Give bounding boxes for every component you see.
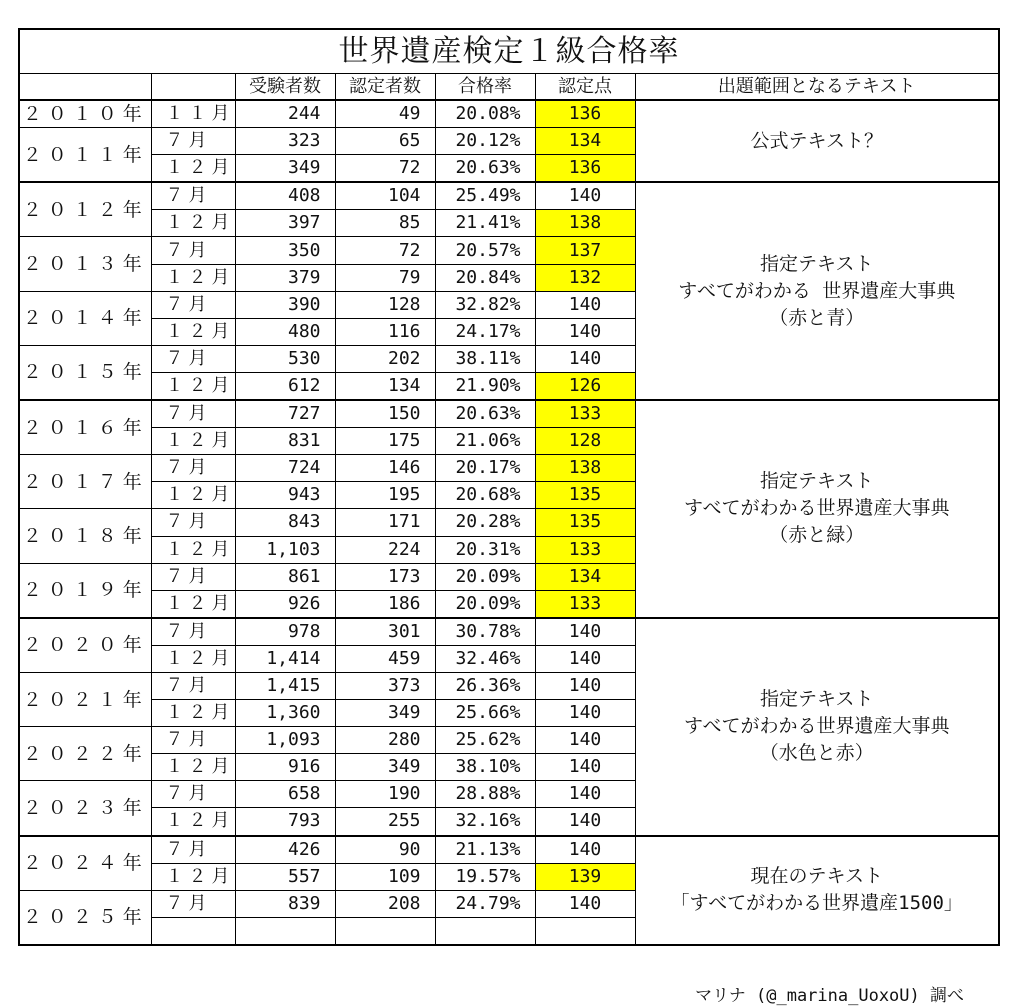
examinees-cell: 926 xyxy=(235,590,335,618)
passing-score-cell: 135 xyxy=(535,482,635,509)
pass-rate-cell: 20.84% xyxy=(435,264,535,291)
examinees-cell xyxy=(235,917,335,945)
month-cell: ７月 xyxy=(151,345,235,372)
header-textbook: 出題範囲となるテキスト xyxy=(635,74,999,101)
pass-rate-cell: 21.06% xyxy=(435,428,535,455)
examinees-cell: 612 xyxy=(235,372,335,400)
certified-cell: 173 xyxy=(335,563,435,590)
year-cell: ２０２５年 xyxy=(19,890,151,945)
certified-cell: 208 xyxy=(335,890,435,917)
passing-score-cell: 128 xyxy=(535,428,635,455)
passing-score-cell: 140 xyxy=(535,645,635,672)
year-cell: ２０２０年 xyxy=(19,618,151,673)
header-year xyxy=(19,74,151,101)
examinees-cell: 350 xyxy=(235,237,335,264)
textbook-cell xyxy=(635,836,999,945)
certified-cell: 171 xyxy=(335,509,435,536)
passing-score-cell: 140 xyxy=(535,890,635,917)
month-cell: ７月 xyxy=(151,237,235,264)
textbook-line: 指定テキスト xyxy=(759,688,874,711)
examinees-cell: 1,414 xyxy=(235,645,335,672)
pass-rate-cell: 26.36% xyxy=(435,672,535,699)
month-cell: １１月 xyxy=(151,100,235,128)
certified-cell: 175 xyxy=(335,428,435,455)
certified-cell: 349 xyxy=(335,754,435,781)
examinees-cell: 1,360 xyxy=(235,700,335,727)
certified-cell: 134 xyxy=(335,372,435,400)
table-title: 世界遺産検定１級合格率 xyxy=(19,29,999,74)
pass-rate-cell: 21.41% xyxy=(435,210,535,237)
month-cell: ７月 xyxy=(151,563,235,590)
pass-rate-cell: 32.16% xyxy=(435,808,535,836)
certified-cell: 373 xyxy=(335,672,435,699)
examinees-cell: 244 xyxy=(235,100,335,128)
certified-cell: 109 xyxy=(335,863,435,890)
examinees-cell: 943 xyxy=(235,482,335,509)
passing-score-cell: 137 xyxy=(535,237,635,264)
examinees-cell: 1,093 xyxy=(235,727,335,754)
passing-score-cell: 136 xyxy=(535,100,635,128)
pass-rate-cell: 38.11% xyxy=(435,345,535,372)
certified-cell: 190 xyxy=(335,781,435,808)
month-cell: １２月 xyxy=(151,318,235,345)
passing-score-cell: 140 xyxy=(535,672,635,699)
year-cell: ２０２４年 xyxy=(19,836,151,891)
pass-rate-cell: 32.82% xyxy=(435,291,535,318)
certified-cell: 301 xyxy=(335,618,435,646)
pass-rate-cell: 20.09% xyxy=(435,590,535,618)
month-cell: ７月 xyxy=(151,672,235,699)
passing-score-cell: 140 xyxy=(535,182,635,210)
textbook-cell xyxy=(635,618,999,836)
certified-cell: 280 xyxy=(335,727,435,754)
header-pass-rate: 合格率 xyxy=(435,74,535,101)
pass-rate-cell: 24.17% xyxy=(435,318,535,345)
month-cell: １２月 xyxy=(151,645,235,672)
certified-cell: 349 xyxy=(335,700,435,727)
passing-score-cell: 140 xyxy=(535,727,635,754)
certified-cell: 150 xyxy=(335,400,435,428)
header-certified: 認定者数 xyxy=(335,74,435,101)
pass-rate-table xyxy=(18,28,1000,946)
textbook-line: （赤と青） xyxy=(769,306,865,329)
textbook-cell xyxy=(635,400,999,618)
month-cell: ７月 xyxy=(151,182,235,210)
month-cell: ７月 xyxy=(151,618,235,646)
certified-cell: 90 xyxy=(335,836,435,864)
certified-cell: 186 xyxy=(335,590,435,618)
table-row xyxy=(19,400,999,428)
certified-cell: 195 xyxy=(335,482,435,509)
month-cell: １２月 xyxy=(151,808,235,836)
certified-cell: 85 xyxy=(335,210,435,237)
year-cell: ２０１２年 xyxy=(19,182,151,237)
month-cell: １２月 xyxy=(151,210,235,237)
pass-rate-cell: 20.68% xyxy=(435,482,535,509)
examinees-cell: 727 xyxy=(235,400,335,428)
header-month xyxy=(151,74,235,101)
month-cell: ７月 xyxy=(151,128,235,155)
table-row xyxy=(19,100,999,128)
passing-score-cell: 138 xyxy=(535,455,635,482)
examinees-cell: 323 xyxy=(235,128,335,155)
pass-rate-cell: 25.66% xyxy=(435,700,535,727)
year-cell: ２０１６年 xyxy=(19,400,151,455)
year-cell: ２０１４年 xyxy=(19,291,151,345)
pass-rate-cell: 19.57% xyxy=(435,863,535,890)
textbook-line: 「すべてがわかる世界遺産1500」 xyxy=(670,892,963,915)
examinees-cell: 390 xyxy=(235,291,335,318)
year-cell: ２０１９年 xyxy=(19,563,151,618)
certified-cell: 128 xyxy=(335,291,435,318)
pass-rate-cell: 20.57% xyxy=(435,237,535,264)
passing-score-cell: 132 xyxy=(535,264,635,291)
passing-score-cell: 140 xyxy=(535,754,635,781)
table-row xyxy=(19,182,999,210)
examinees-cell: 379 xyxy=(235,264,335,291)
certified-cell xyxy=(335,917,435,945)
month-cell: ７月 xyxy=(151,455,235,482)
month-cell: １２月 xyxy=(151,863,235,890)
pass-rate-cell: 20.63% xyxy=(435,155,535,183)
passing-score-cell: 140 xyxy=(535,808,635,836)
pass-rate-cell: 20.31% xyxy=(435,536,535,563)
certified-cell: 79 xyxy=(335,264,435,291)
month-cell: １２月 xyxy=(151,428,235,455)
month-cell: １２月 xyxy=(151,482,235,509)
year-cell: ２０２３年 xyxy=(19,781,151,836)
month-cell: １２月 xyxy=(151,536,235,563)
pass-rate-cell: 38.10% xyxy=(435,754,535,781)
textbook-line: すべてがわかる世界遺産大事典 xyxy=(683,497,950,520)
textbook-cell xyxy=(635,100,999,182)
month-cell: １２月 xyxy=(151,700,235,727)
textbook-line: 現在のテキスト xyxy=(750,865,884,888)
certified-cell: 224 xyxy=(335,536,435,563)
year-cell: ２０１８年 xyxy=(19,509,151,563)
year-cell: ２０１７年 xyxy=(19,455,151,509)
examinees-cell: 1,103 xyxy=(235,536,335,563)
textbook-line: 指定テキスト xyxy=(759,470,874,493)
examinees-cell: 861 xyxy=(235,563,335,590)
certified-cell: 72 xyxy=(335,237,435,264)
examinees-cell: 793 xyxy=(235,808,335,836)
passing-score-cell: 140 xyxy=(535,700,635,727)
examinees-cell: 724 xyxy=(235,455,335,482)
certified-cell: 255 xyxy=(335,808,435,836)
pass-rate-cell xyxy=(435,917,535,945)
certified-cell: 146 xyxy=(335,455,435,482)
year-cell: ２０２２年 xyxy=(19,727,151,781)
passing-score-cell: 126 xyxy=(535,372,635,400)
month-cell: １２月 xyxy=(151,590,235,618)
year-cell: ２０２１年 xyxy=(19,672,151,726)
pass-rate-cell: 28.88% xyxy=(435,781,535,808)
examinees-cell: 978 xyxy=(235,618,335,646)
examinees-cell: 530 xyxy=(235,345,335,372)
month-cell: ７月 xyxy=(151,890,235,917)
certified-cell: 65 xyxy=(335,128,435,155)
passing-score-cell: 134 xyxy=(535,128,635,155)
pass-rate-cell: 21.90% xyxy=(435,372,535,400)
month-cell: １２月 xyxy=(151,372,235,400)
month-cell: ７月 xyxy=(151,509,235,536)
pass-rate-cell: 25.49% xyxy=(435,182,535,210)
examinees-cell: 839 xyxy=(235,890,335,917)
certified-cell: 104 xyxy=(335,182,435,210)
textbook-line: （水色と赤） xyxy=(759,742,874,765)
passing-score-cell: 136 xyxy=(535,155,635,183)
passing-score-cell: 135 xyxy=(535,509,635,536)
passing-score-cell: 133 xyxy=(535,536,635,563)
passing-score-cell: 140 xyxy=(535,318,635,345)
passing-score-cell xyxy=(535,917,635,945)
examinees-cell: 843 xyxy=(235,509,335,536)
examinees-cell: 916 xyxy=(235,754,335,781)
passing-score-cell: 140 xyxy=(535,781,635,808)
textbook-line: すべてがわかる世界遺産大事典 xyxy=(683,715,950,738)
textbook-line: （赤と緑） xyxy=(769,524,865,547)
month-cell: １２月 xyxy=(151,754,235,781)
header-row xyxy=(19,74,999,101)
certified-cell: 49 xyxy=(335,100,435,128)
year-cell: ２０１３年 xyxy=(19,237,151,291)
month-cell: １２月 xyxy=(151,264,235,291)
pass-rate-cell: 20.12% xyxy=(435,128,535,155)
month-cell: ７月 xyxy=(151,781,235,808)
results-table-container xyxy=(18,28,998,1006)
passing-score-cell: 140 xyxy=(535,836,635,864)
textbook-line: 指定テキスト xyxy=(759,252,874,275)
credit-note: マリナ (@_marina_UoxoU) 調べ xyxy=(695,986,964,1006)
month-cell: ７月 xyxy=(151,291,235,318)
examinees-cell: 658 xyxy=(235,781,335,808)
month-cell: １２月 xyxy=(151,155,235,183)
pass-rate-cell: 20.63% xyxy=(435,400,535,428)
month-cell: ７月 xyxy=(151,727,235,754)
header-passing-score: 認定点 xyxy=(535,74,635,101)
year-cell: ２０１０年 xyxy=(19,100,151,128)
pass-rate-cell: 24.79% xyxy=(435,890,535,917)
textbook-cell xyxy=(635,182,999,400)
certified-cell: 116 xyxy=(335,318,435,345)
pass-rate-cell: 25.62% xyxy=(435,727,535,754)
passing-score-cell: 139 xyxy=(535,863,635,890)
examinees-cell: 480 xyxy=(235,318,335,345)
passing-score-cell: 140 xyxy=(535,345,635,372)
examinees-cell: 1,415 xyxy=(235,672,335,699)
certified-cell: 459 xyxy=(335,645,435,672)
textbook-line: 公式テキスト？ xyxy=(750,129,884,152)
passing-score-cell: 133 xyxy=(535,590,635,618)
year-cell: ２０１５年 xyxy=(19,345,151,400)
pass-rate-cell: 20.09% xyxy=(435,563,535,590)
pass-rate-cell: 20.17% xyxy=(435,455,535,482)
pass-rate-cell: 20.28% xyxy=(435,509,535,536)
month-cell: ７月 xyxy=(151,836,235,864)
passing-score-cell: 133 xyxy=(535,400,635,428)
pass-rate-cell: 21.13% xyxy=(435,836,535,864)
examinees-cell: 408 xyxy=(235,182,335,210)
month-cell xyxy=(151,917,235,945)
pass-rate-cell: 32.46% xyxy=(435,645,535,672)
table-row xyxy=(19,618,999,646)
header-examinees: 受験者数 xyxy=(235,74,335,101)
pass-rate-cell: 30.78% xyxy=(435,618,535,646)
passing-score-cell: 140 xyxy=(535,291,635,318)
examinees-cell: 557 xyxy=(235,863,335,890)
passing-score-cell: 134 xyxy=(535,563,635,590)
examinees-cell: 426 xyxy=(235,836,335,864)
examinees-cell: 397 xyxy=(235,210,335,237)
examinees-cell: 349 xyxy=(235,155,335,183)
passing-score-cell: 140 xyxy=(535,618,635,646)
examinees-cell: 831 xyxy=(235,428,335,455)
month-cell: ７月 xyxy=(151,400,235,428)
passing-score-cell: 138 xyxy=(535,210,635,237)
certified-cell: 72 xyxy=(335,155,435,183)
pass-rate-cell: 20.08% xyxy=(435,100,535,128)
year-cell: ２０１１年 xyxy=(19,128,151,183)
textbook-line: すべてがわかる 世界遺産大事典 xyxy=(678,279,956,302)
table-row xyxy=(19,836,999,864)
certified-cell: 202 xyxy=(335,345,435,372)
